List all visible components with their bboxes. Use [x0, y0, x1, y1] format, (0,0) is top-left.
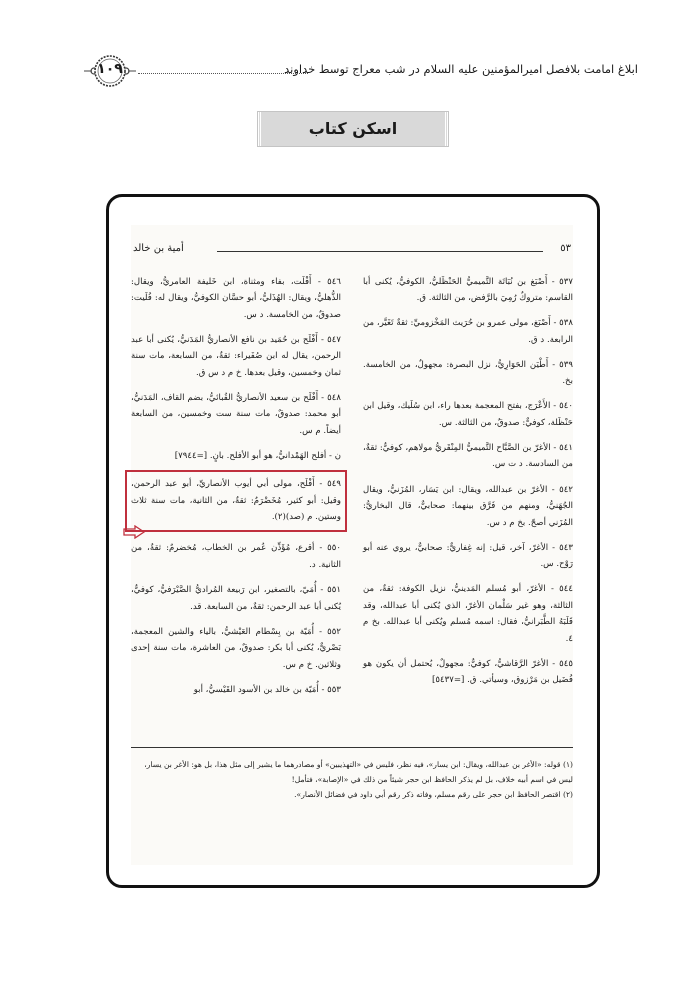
entry-544: ٥٤٤ - الأغرّ، أبو مُسلم المَدينيُّ، نزيل الكوفة: ثقةٌ، من الثالثة، وهو غير سَلْمان الأغرّ، الذي يُكنى أبا عبدالله، وقد قَلَبَهُ الطَّبَرانيُّ، فقال: اسمه مُسلم ويُكنى أبا عبدالله. بخ م ٤.	[363, 584, 573, 644]
scan-head-rule	[217, 251, 543, 252]
header-dotted-rule	[138, 73, 308, 74]
scan-running-head	[131, 243, 573, 259]
highlighted-entry-549: ٥٤٩ - أَفْلَح، مولى أبي أيوب الأنصاريِّ، أبو عبد الرحمن، وقيل: أبو كثير، مُخَضْرَمٌ: ثقةٌ، من الثانية، مات سنة ثلاث وستين. م (صد)(٢).	[125, 470, 347, 532]
scan-frame	[106, 194, 600, 888]
entry-551: ٥٥١ - أُمَيّ، بالتصغير، ابن رَبيعة المُراديُّ الصَّيْرَفيُّ، كوفيٌّ، يُكنى أبا عبد الرحمن: ثقةٌ، من السابعة. قد.	[131, 585, 341, 612]
entry-550: ٥٥٠ - أقرع، مُؤَذِّن عُمر بن الخطاب، مُخضرمٌ: ثقةٌ، من الثانية. د.	[131, 543, 341, 570]
entry-543: ٥٤٣ - الأغرّ، آخر، قيل: إنه غِفاريٌّ: صحابيٌّ، يروي عنه أبو رَوْح. س.	[363, 542, 573, 570]
entry-aflah-hamdani: ن - أفلح الهَمْدانيُّ، هو أبو الأفلح. بانٍ. [=٧٩٤٤]	[174, 450, 341, 461]
running-title: ابلاغ امامت بلافصل امیرالمؤمنین عليه السلام در شب معراج توسط خداوند	[284, 62, 638, 76]
entry-537: ٥٣٧ - أَصْبَغ بن نُبَاتَة التَّميميُّ الحَنْظَليُّ، الكوفيُّ، يُكنى أبا القاسم: متروكٌ رُمِيَ بالرَّفض، من الثالثة. ق.	[363, 276, 573, 304]
footnote-2: (٢) اقتصر الحافظ ابن حجر على رقم مسلم، وفاته ذكر رقم أبي داود في فضائل الأنصار».	[294, 790, 573, 799]
section-banner	[258, 112, 448, 146]
footnotes	[141, 757, 573, 802]
footnote-1: (١) قوله: «الأغر بن عبدالله، ويقال: ابن يسار»، فيه نظر، فليس في «التهذيبين» أو مصادرهما ما يشير إلى مثل هذا، بل هو: الأغر بن يسار، ليس في اسم أبيه خلاف، بل لم يذكر الحافظ ابن حجر شيئاً من ذلك في «الإصابة»، فتأمل!	[144, 760, 573, 784]
scanned-page	[131, 225, 573, 865]
left-column	[131, 265, 341, 704]
entry-539: ٥٣٩ - أَطْيَن الحَوَارِيُّ، نزل البصرة: مجهولٌ، من الخامسة. بخ.	[363, 359, 573, 387]
entry-552: ٥٥٢ - أُمَيّة بن بِسْطام العَيْشيُّ، بالياء والشين المعجمة، بَصْريٌّ، يُكنى أبا بكر: صدوقٌ، من العاشرة، مات سنة إحدى وثلاثين. خ م س.	[131, 626, 341, 670]
entry-547: ٥٤٧ - أَفْلَح بن حُمَيد بن نافع الأنصاريُّ المَدَنيُّ، يُكنى أبا عبد الرحمن، يقال له ابن صُفَيراء: ثقةٌ، من السابعة، مات سنة ثمان وخمسين، وقيل بعدها. خ م د س ق.	[131, 334, 341, 378]
scan-running-title: أمية بن خالد	[133, 243, 184, 254]
entry-540: ٥٤٠ - الأَعْرَج، بفتح المعجمة بعدها راء، ابن سُلَيك، وقيل ابن حَنْظَلة، كوفيٌّ: صدوقٌ، من الثالثة. س.	[363, 401, 573, 428]
entry-553: ٥٥٣ - أُمَيّة بن خالد بن الأسود القَيْسيُّ، أبو	[193, 684, 341, 695]
entry-545: ٥٤٥ - الأغرّ الرَّقاشيُّ، كوفيٌّ: مجهولٌ، يُحتمل أن يكون هو فُضَيل بن مَرْزوق، وسيأتي. ق. [=٥٤٣٧]	[363, 658, 573, 686]
banner-title: اسکن کتاب	[308, 119, 398, 138]
running-header	[78, 58, 638, 82]
entry-546: ٥٤٦ - أَفْلَت، بفاء ومثناة، ابن خَليفة العامريُّ، ويقال: الذُّهليُّ، ويقال: الهُذَليُّ، أبو حسَّان الكوفيُّ، ويقال له: فُلَيت: صدوقٌ، من الخامسة. د س.	[131, 276, 341, 320]
entry-538: ٥٣٨ - أَصْبَغ، مولى عمرو بن حُرَيث المَخْزوميِّ: ثقةٌ تَغَيَّر، من الرابعة. د ق.	[363, 318, 573, 345]
scan-page-number: ٥٣	[560, 243, 571, 254]
entry-542: ٥٤٢ - الأغرّ بن عبدالله، ويقال: ابن يَسَار، المُزَنيُّ، ويقال الجُهَنيُّ، ومنهم من فَرَّق بينهما: صحابيٌّ، قال البخاريُّ: المُزَني أصحّ. بخ م د س.	[363, 484, 573, 528]
page-number-ornament	[84, 54, 136, 88]
entry-541: ٥٤١ - الأغرّ بن الصَّبَّاح التَّميميُّ المِنْقَريُّ مولاهم، كوفيٌّ: ثقةٌ، من السادسة. د ت س.	[363, 442, 573, 470]
pointer-arrow-icon	[123, 525, 145, 539]
page-number: ۱۰۹	[97, 61, 123, 77]
entry-548: ٥٤٨ - أَفْلَح بن سعيد الأنصاريُّ القُبائيُّ، بضم القاف، المَدَنيُّ، أبو محمد: صدوقٌ، مات سنة ست وخمسين، من السابعة أيضاً. م س.	[131, 392, 341, 436]
footnote-rule	[131, 747, 573, 748]
right-column	[363, 265, 573, 695]
